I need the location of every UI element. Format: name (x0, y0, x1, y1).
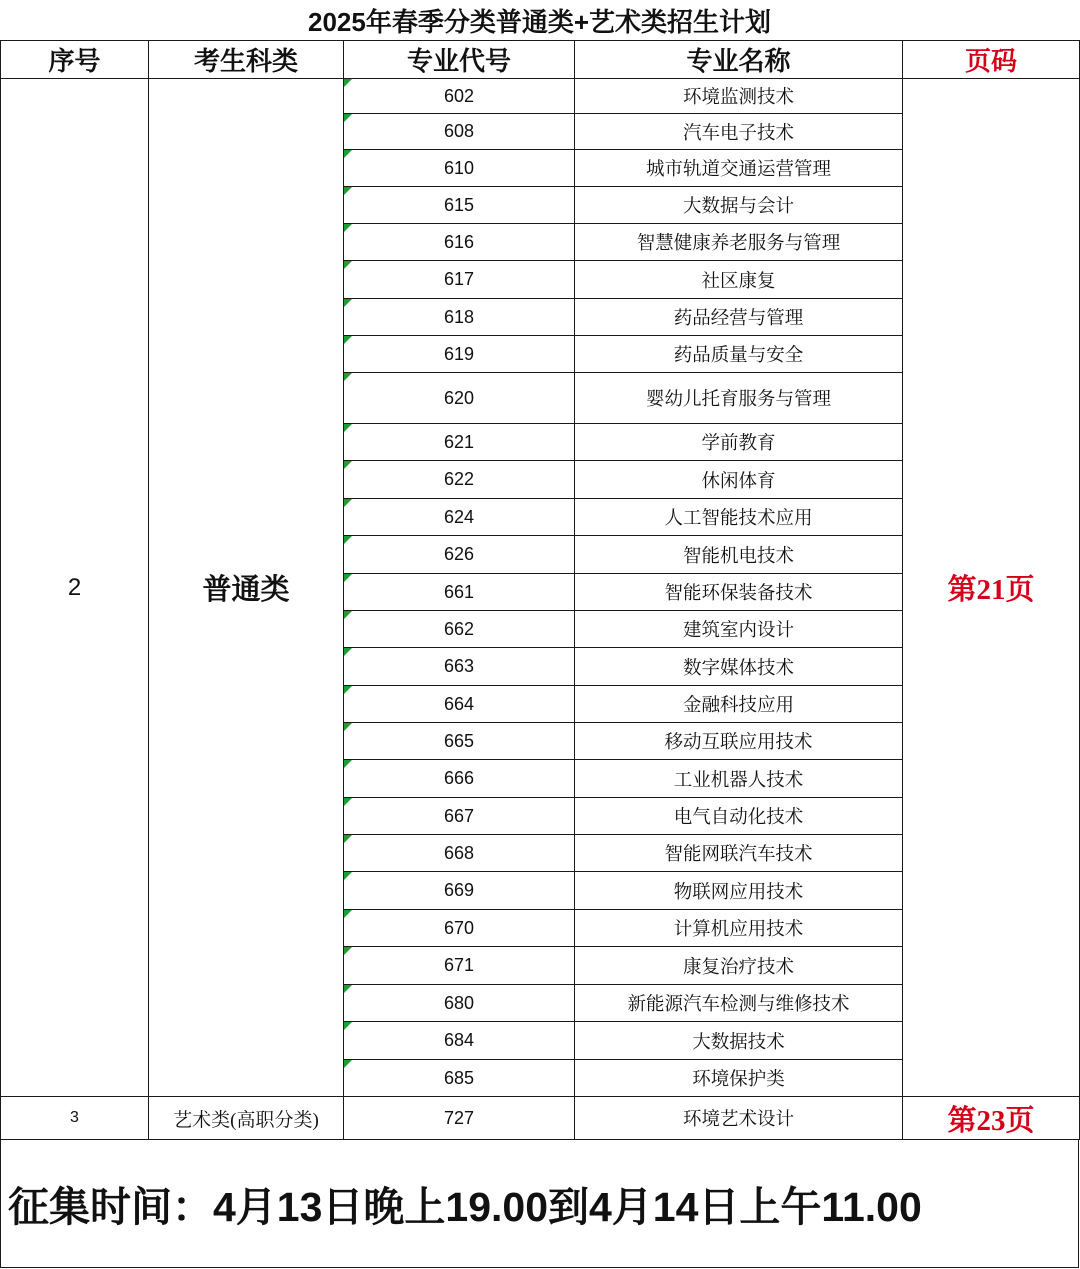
enrollment-plan-table (0, 40, 1080, 1140)
error-indicator-icon (344, 536, 352, 544)
group-category: 普通类 (149, 79, 344, 1097)
major-code: 619 (443, 343, 475, 364)
table-row (1, 1097, 1080, 1140)
major-name: 智能环保装备技术 (575, 574, 903, 611)
header-row (1, 41, 1080, 79)
group-category: 艺术类(高职分类) (149, 1097, 344, 1140)
major-name: 药品经营与管理 (575, 299, 903, 336)
major-name: 学前教育 (575, 424, 903, 461)
major-name: 金融科技应用 (575, 686, 903, 723)
major-code-cell (344, 910, 575, 947)
major-name: 环境保护类 (575, 1060, 903, 1097)
major-code-cell (344, 336, 575, 373)
major-code: 664 (443, 693, 475, 714)
major-code: 616 (443, 231, 475, 252)
major-code: 671 (443, 955, 475, 975)
error-indicator-icon (344, 574, 352, 582)
major-code-cell (344, 114, 575, 150)
error-indicator-icon (344, 499, 352, 507)
major-code: 669 (443, 880, 475, 900)
error-indicator-icon (344, 424, 352, 432)
major-code-cell (344, 947, 575, 985)
error-indicator-icon (344, 872, 352, 880)
error-indicator-icon (344, 760, 352, 768)
major-code: 661 (443, 581, 475, 602)
error-indicator-icon (344, 261, 352, 269)
major-code: 610 (443, 157, 475, 178)
header-page: 页码 (903, 41, 1080, 79)
table-row (1, 79, 1080, 114)
major-name: 大数据技术 (575, 1022, 903, 1060)
error-indicator-icon (344, 373, 352, 381)
major-code: 727 (443, 1107, 475, 1128)
major-code-cell (344, 835, 575, 872)
major-code-cell (344, 1060, 575, 1097)
major-code: 608 (443, 121, 475, 141)
major-code: 665 (443, 730, 475, 751)
group-page: 第21页 (903, 79, 1080, 1097)
group-index: 3 (1, 1097, 149, 1140)
error-indicator-icon (344, 114, 352, 122)
major-name: 智能机电技术 (575, 536, 903, 574)
major-code: 618 (443, 306, 475, 327)
group-index: 2 (1, 79, 149, 1097)
major-name: 婴幼儿托育服务与管理 (575, 373, 903, 424)
major-name: 大数据与会计 (575, 187, 903, 224)
major-code-cell (344, 461, 575, 499)
major-code-cell (344, 985, 575, 1022)
major-name: 环境监测技术 (575, 79, 903, 114)
error-indicator-icon (344, 299, 352, 307)
major-name: 新能源汽车检测与维修技术 (575, 985, 903, 1022)
major-code: 668 (443, 842, 475, 863)
major-code-cell (344, 424, 575, 461)
table-title: 2025年春季分类普通类+艺术类招生计划 (307, 6, 772, 37)
major-code: 624 (443, 506, 475, 527)
major-name: 电气自动化技术 (575, 798, 903, 835)
major-code-cell (344, 648, 575, 686)
major-name: 休闲体育 (575, 461, 903, 499)
error-indicator-icon (344, 79, 352, 87)
major-code: 685 (443, 1067, 475, 1088)
major-code-cell (344, 760, 575, 798)
major-code-cell (344, 723, 575, 760)
major-code: 667 (443, 805, 475, 826)
major-code-cell (344, 187, 575, 224)
major-code-cell (344, 1022, 575, 1060)
major-name: 城市轨道交通运营管理 (575, 150, 903, 187)
error-indicator-icon (344, 224, 352, 232)
error-indicator-icon (344, 187, 352, 195)
major-code-cell (344, 373, 575, 424)
error-indicator-icon (344, 835, 352, 843)
major-code-cell (344, 224, 575, 261)
error-indicator-icon (344, 150, 352, 158)
major-code: 662 (443, 618, 475, 639)
group-page: 第23页 (903, 1097, 1080, 1140)
major-code: 663 (443, 656, 475, 676)
major-name: 环境艺术设计 (575, 1097, 903, 1140)
table-body (1, 79, 1080, 1140)
header-code: 专业代号 (344, 41, 575, 79)
major-code-cell (344, 1097, 575, 1140)
major-code: 621 (443, 431, 475, 452)
major-name: 智慧健康养老服务与管理 (575, 224, 903, 261)
major-name: 智能网联汽车技术 (575, 835, 903, 872)
major-code: 684 (443, 1030, 475, 1050)
error-indicator-icon (344, 1022, 352, 1030)
major-code-cell (344, 150, 575, 187)
major-name: 建筑室内设计 (575, 611, 903, 648)
major-code: 602 (443, 85, 475, 106)
major-name: 社区康复 (575, 261, 903, 299)
major-code-cell (344, 798, 575, 835)
major-code-cell (344, 686, 575, 723)
major-name: 移动互联应用技术 (575, 723, 903, 760)
error-indicator-icon (344, 686, 352, 694)
major-code: 626 (443, 544, 475, 564)
major-name: 康复治疗技术 (575, 947, 903, 985)
major-name: 数字媒体技术 (575, 648, 903, 686)
collection-time-notice: 征集时间：4月13日晚上19.00到4月14日上午11.00 (0, 1139, 1079, 1268)
major-code-cell (344, 499, 575, 536)
error-indicator-icon (344, 985, 352, 993)
error-indicator-icon (344, 1060, 352, 1068)
major-code-cell (344, 536, 575, 574)
major-code: 670 (443, 917, 475, 938)
error-indicator-icon (344, 461, 352, 469)
error-indicator-icon (344, 947, 352, 955)
error-indicator-icon (344, 611, 352, 619)
major-code: 666 (443, 768, 475, 788)
major-code: 622 (443, 469, 475, 489)
major-name: 人工智能技术应用 (575, 499, 903, 536)
major-code: 620 (443, 387, 475, 408)
major-name: 药品质量与安全 (575, 336, 903, 373)
major-code: 615 (443, 194, 475, 215)
error-indicator-icon (344, 648, 352, 656)
major-name: 物联网应用技术 (575, 872, 903, 910)
header-category: 考生科类 (149, 41, 344, 79)
header-index: 序号 (1, 41, 149, 79)
major-code-cell (344, 299, 575, 336)
major-code-cell (344, 261, 575, 299)
major-code: 680 (443, 992, 475, 1013)
major-code-cell (344, 79, 575, 114)
error-indicator-icon (344, 336, 352, 344)
header-name: 专业名称 (575, 41, 903, 79)
major-code: 617 (443, 269, 475, 289)
major-name: 计算机应用技术 (575, 910, 903, 947)
major-name: 工业机器人技术 (575, 760, 903, 798)
major-code-cell (344, 872, 575, 910)
major-name: 汽车电子技术 (575, 114, 903, 150)
error-indicator-icon (344, 910, 352, 918)
major-code-cell (344, 611, 575, 648)
major-code-cell (344, 574, 575, 611)
error-indicator-icon (344, 798, 352, 806)
error-indicator-icon (344, 723, 352, 731)
